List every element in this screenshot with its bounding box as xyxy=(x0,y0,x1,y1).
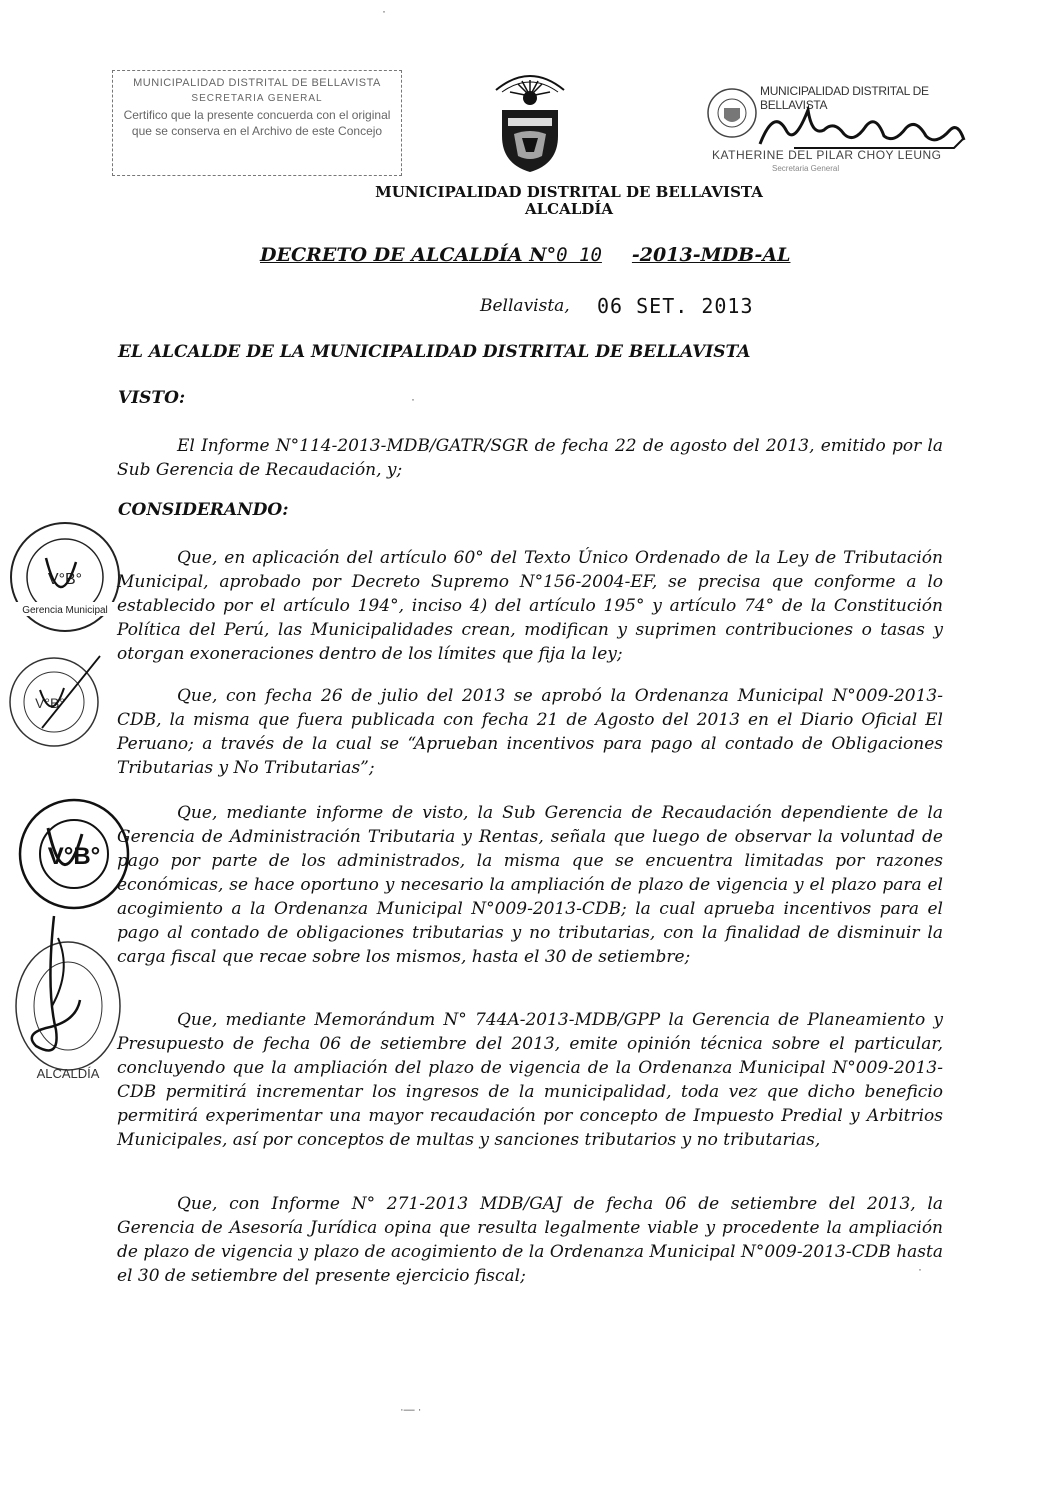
approval-seal-icon xyxy=(6,910,124,1086)
office-name: ALCALDÍA xyxy=(525,200,613,218)
heading-visto: VISTO: xyxy=(118,388,186,408)
municipal-crest-icon xyxy=(488,66,572,176)
considerando-paragraph xyxy=(117,684,943,780)
approval-seal-icon xyxy=(4,654,106,750)
heading-considerando: CONSIDERANDO: xyxy=(118,500,289,520)
place: Bellavista, xyxy=(480,296,570,316)
considerando-paragraph xyxy=(117,546,943,666)
entity-name: MUNICIPALIDAD DISTRITAL DE BELLAVISTA xyxy=(375,183,763,201)
scan-mark: · xyxy=(411,392,415,406)
considerando-paragraph xyxy=(117,1008,943,1152)
handwritten-signature xyxy=(754,100,968,152)
svg-text:V°B°: V°B° xyxy=(47,571,83,588)
considerando-text: Que, en aplicación del artículo 60° del Texto Único Ordenado de la Ley de Tributación Municipal, aprobado por Decreto Supremo N°156-2004-EF, se precisa que conforme a lo establecido por el artículo 194°, inciso 4) del artículo 195° y artículo 74° de la Constitución Política del Perú, las Municipalidades crean, modifican y suprimen contribuciones o tasas y otorgan exoneraciones dentro de los límites que fija la ley; xyxy=(117,548,943,664)
signature-block xyxy=(706,78,968,174)
decree-number: 0 10 xyxy=(556,244,602,266)
visto-text: El Informe N°114-2013-MDB/GATR/SGR de fecha 22 de agosto del 2013, emitido por la Sub Gerencia de Recaudación, y; xyxy=(117,436,943,480)
stamp-office: SECRETARIA GENERAL xyxy=(191,93,323,104)
decree-title xyxy=(260,244,790,266)
scan-mark: · xyxy=(382,4,386,18)
heading-alcalde: EL ALCALDE DE LA MUNICIPALIDAD DISTRITAL DE BELLAVISTA xyxy=(118,342,751,362)
visto-paragraph xyxy=(117,434,943,482)
certification-stamp xyxy=(112,70,402,176)
signature-role: Secretaria General xyxy=(772,164,840,173)
approval-seal-icon xyxy=(4,798,144,910)
svg-text:ALCALDÍA: ALCALDÍA xyxy=(36,1066,100,1081)
decree-prefix: DECRETO DE ALCALDÍA N° xyxy=(260,244,557,266)
date-stamp: 06 SET. 2013 xyxy=(597,294,754,318)
considerando-text: Que, mediante informe de visto, la Sub Gerencia de Recaudación dependiente de la Gerencia de Administración Tributaria y Rentas, señala que luego de observar la voluntad de pago por parte de los administrados, la misma que se encuentra limitadas por razones económicas, se hace oportuno y necesario la ampliación de plazo de vigencia y el plazo para el acogimiento a la Ordenanza Municipal N°009-2013-CDB; la cual aprueba incentivos para el pago al contado de obligaciones tributarias y no tributarias, con la finalidad de disminuir la carga fiscal que recae sobre los mismos, hasta el 30 de setiembre; xyxy=(117,803,943,967)
svg-text:V°B°: V°B° xyxy=(47,843,101,870)
considerando-text: Que, mediante Memorándum N° 744A-2013-MDB/GPP la Gerencia de Planeamiento y Presupuesto de fecha 06 de setiembre del 2013, emite opinión técnica sobre el particular, concluyendo que la ampliación del plazo de vigencia de la Ordenanza Municipal N°009-2013-CDB permitirá incrementar los ingresos de la municipalidad, toda vez que dicho beneficio permitirá experimentar una mayor recaudación por concepto de Impuesto Predial y Arbitrios Municipales, así por conceptos de multas y sanciones tributarios y no tributarias, xyxy=(117,1010,943,1150)
svg-text:Gerencia Municipal: Gerencia Municipal xyxy=(22,605,108,616)
svg-text:V°B°: V°B° xyxy=(35,695,65,711)
stamp-text: Certifico que la presente concuerda con el original que se conserva en el Archivo de este Concejo xyxy=(123,108,391,138)
signature-name: KATHERINE DEL PILAR CHOY LEUNG xyxy=(712,148,942,162)
approval-seal-icon xyxy=(6,518,124,636)
stamp-entity: MUNICIPALIDAD DISTRITAL DE BELLAVISTA xyxy=(133,77,381,89)
scan-mark: ·— · xyxy=(400,1404,422,1416)
considerando-paragraph xyxy=(117,1192,943,1288)
considerando-text: Que, con Informe N° 271-2013 MDB/GAJ de fecha 06 de setiembre del 2013, la Gerencia de Asesoría Jurídica opina que resulta legalmente viable y procedente la ampliación de plazo de vigencia y plazo de acogimiento de la Ordenanza Municipal N°009-2013-CDB hasta el 30 de setiembre del presente ejercicio fiscal; xyxy=(117,1194,943,1286)
considerando-paragraph xyxy=(117,801,943,969)
decree-suffix: -2013-MDB-AL xyxy=(631,244,791,266)
municipal-seal-icon xyxy=(706,84,758,142)
considerando-text: Que, con fecha 26 de julio del 2013 se aprobó la Ordenanza Municipal N°009-2013-CDB, la misma que fuera publicada con fecha 21 de Agosto del 2013 en el Diario Oficial El Peruano; a través de la cual se “Aprueban incentivos para pago al contado de Obligaciones Tributarias y No Tributarias”; xyxy=(117,686,943,778)
scan-mark: · xyxy=(918,1262,922,1276)
signature-entity: MUNICIPALIDAD DISTRITAL DE BELLAVISTA xyxy=(760,84,929,112)
